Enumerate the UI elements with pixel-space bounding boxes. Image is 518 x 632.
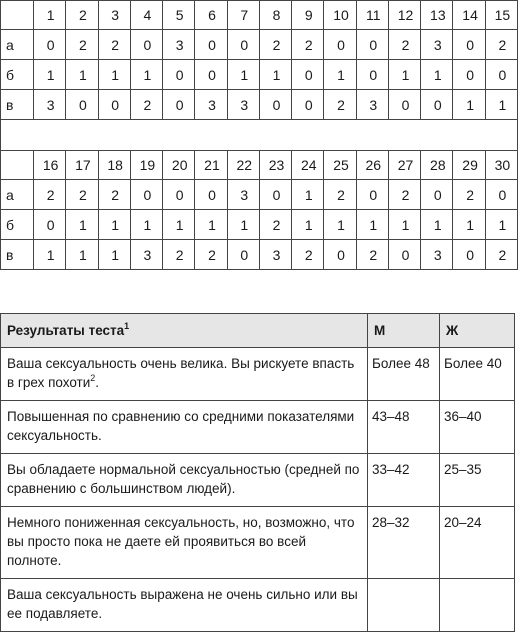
score-cell: 1 [453, 90, 485, 120]
score-cell: 3 [356, 90, 388, 120]
score-cell: 0 [453, 60, 485, 90]
question-number: 5 [163, 1, 195, 30]
score-cell: 0 [324, 240, 356, 270]
result-text: Вы обладаете нормальной сексуальностью (средней по сравнению с большинством людей). [7, 462, 360, 496]
question-number: 4 [130, 1, 162, 30]
answer-row [1, 30, 518, 60]
score-cell: 2 [324, 90, 356, 120]
question-number: 30 [485, 151, 517, 180]
score-cell: 2 [356, 240, 388, 270]
score-cell: 0 [34, 210, 66, 240]
score-cell: 2 [485, 30, 517, 60]
question-number: 1 [34, 1, 66, 30]
score-cell: 3 [421, 30, 453, 60]
score-cell: 0 [356, 60, 388, 90]
answer-letter: а [1, 30, 34, 60]
corner-cell [1, 151, 34, 180]
question-number: 18 [98, 151, 130, 180]
question-number: 12 [388, 1, 420, 30]
footnote-mark: 2 [90, 373, 96, 383]
score-cell: 1 [485, 90, 517, 120]
question-number: 28 [421, 151, 453, 180]
results-title-cell [1, 314, 368, 348]
score-cell: 3 [163, 30, 195, 60]
question-number: 10 [324, 1, 356, 30]
result-description [1, 401, 368, 454]
result-row [1, 348, 515, 401]
question-number: 26 [356, 151, 388, 180]
question-number: 15 [485, 1, 517, 30]
question-number: 19 [130, 151, 162, 180]
score-cell: 3 [227, 90, 259, 120]
score-cell: 1 [34, 240, 66, 270]
result-range-m: 33–42 [368, 454, 440, 507]
question-number: 21 [195, 151, 227, 180]
question-number: 9 [292, 1, 324, 30]
score-cell: 1 [292, 210, 324, 240]
question-number-row [1, 151, 518, 180]
score-cell: 1 [34, 60, 66, 90]
score-cell: 2 [453, 180, 485, 210]
score-cell: 0 [34, 30, 66, 60]
question-number: 14 [453, 1, 485, 30]
score-cell: 1 [485, 210, 517, 240]
score-cell: 1 [98, 60, 130, 90]
score-cell: 0 [259, 180, 291, 210]
result-range-w: 36–40 [440, 401, 515, 454]
score-cell: 3 [130, 240, 162, 270]
col-header-w: Ж [440, 314, 515, 348]
result-text-end: . [95, 375, 100, 390]
question-number: 25 [324, 151, 356, 180]
score-cell: 1 [130, 60, 162, 90]
score-cell: 1 [453, 210, 485, 240]
score-cell: 1 [98, 240, 130, 270]
corner-cell [1, 1, 34, 30]
result-description [1, 348, 368, 401]
score-cell: 3 [259, 240, 291, 270]
score-cell: 2 [485, 240, 517, 270]
answer-letter: б [1, 60, 34, 90]
question-number: 24 [292, 151, 324, 180]
score-cell: 1 [324, 60, 356, 90]
result-range-m: Более 48 [368, 348, 440, 401]
score-cell: 0 [453, 240, 485, 270]
score-cell: 1 [98, 210, 130, 240]
answer-letter: в [1, 240, 34, 270]
score-cell: 3 [34, 90, 66, 120]
score-table [0, 0, 518, 270]
score-cell: 1 [356, 210, 388, 240]
score-cell: 2 [388, 180, 420, 210]
result-row [1, 401, 515, 454]
answer-row [1, 90, 518, 120]
answer-letter: а [1, 180, 34, 210]
score-cell: 0 [163, 90, 195, 120]
question-number: 20 [163, 151, 195, 180]
score-cell: 1 [227, 210, 259, 240]
score-cell: 2 [195, 240, 227, 270]
score-cell: 1 [421, 60, 453, 90]
score-cell: 0 [453, 30, 485, 60]
question-number: 27 [388, 151, 420, 180]
score-cell: 0 [356, 30, 388, 60]
result-range-w [440, 579, 515, 632]
answer-letter: б [1, 210, 34, 240]
question-number: 11 [356, 1, 388, 30]
question-number: 22 [227, 151, 259, 180]
score-cell: 0 [163, 180, 195, 210]
result-row [1, 507, 515, 579]
result-row [1, 579, 515, 632]
score-cell: 0 [356, 180, 388, 210]
result-text: Немного пониженная сексуальность, но, возможно, что вы просто пока не даете ей проявиться во всей полноте. [7, 515, 355, 568]
question-number: 8 [259, 1, 291, 30]
score-cell: 2 [34, 180, 66, 210]
score-cell: 0 [195, 30, 227, 60]
question-number: 7 [227, 1, 259, 30]
result-row [1, 454, 515, 507]
score-cell: 3 [227, 180, 259, 210]
result-description [1, 454, 368, 507]
score-cell: 0 [98, 90, 130, 120]
results-header-row [1, 314, 515, 348]
result-text: Повышенная по сравнению со средними показателями сексуальность. [7, 409, 355, 443]
score-cell: 0 [485, 60, 517, 90]
question-number: 16 [34, 151, 66, 180]
score-cell: 1 [259, 60, 291, 90]
answer-letter: в [1, 90, 34, 120]
spacer-row [1, 120, 518, 151]
score-cell: 0 [324, 30, 356, 60]
result-range-w: 20–24 [440, 507, 515, 579]
score-cell: 0 [195, 180, 227, 210]
score-cell: 1 [388, 60, 420, 90]
question-number: 3 [98, 1, 130, 30]
score-cell: 1 [292, 180, 324, 210]
answer-row [1, 60, 518, 90]
score-cell: 0 [292, 60, 324, 90]
score-cell: 0 [259, 90, 291, 120]
score-cell: 2 [98, 180, 130, 210]
results-title: Результаты теста [7, 323, 125, 338]
result-range-m: 28–32 [368, 507, 440, 579]
score-cell: 3 [421, 240, 453, 270]
score-cell: 1 [227, 60, 259, 90]
answer-row [1, 240, 518, 270]
answer-row [1, 180, 518, 210]
result-text: Ваша сексуальность очень велика. Вы рискуете впасть в грех похоти [7, 356, 355, 390]
result-description [1, 579, 368, 632]
question-number: 29 [453, 151, 485, 180]
score-cell: 2 [292, 30, 324, 60]
question-number: 2 [66, 1, 98, 30]
question-number: 17 [66, 151, 98, 180]
score-cell: 0 [195, 60, 227, 90]
score-cell: 2 [388, 30, 420, 60]
score-cell: 0 [421, 180, 453, 210]
col-header-m: М [368, 314, 440, 348]
results-table [0, 313, 515, 632]
score-cell: 0 [421, 90, 453, 120]
score-cell: 0 [66, 90, 98, 120]
question-number: 23 [259, 151, 291, 180]
score-cell: 1 [130, 210, 162, 240]
score-cell: 2 [324, 180, 356, 210]
result-range-w: 25–35 [440, 454, 515, 507]
score-cell: 3 [195, 90, 227, 120]
spacer-cell [1, 120, 518, 151]
result-text: Ваша сексуальность выражена не очень сильно или вы ее подавляете. [7, 587, 358, 621]
result-range-m [368, 579, 440, 632]
score-cell: 0 [163, 60, 195, 90]
score-cell: 0 [388, 90, 420, 120]
question-number: 6 [195, 1, 227, 30]
question-number: 13 [421, 1, 453, 30]
score-cell: 1 [388, 210, 420, 240]
answer-row [1, 210, 518, 240]
score-cell: 2 [66, 30, 98, 60]
result-range-w: Более 40 [440, 348, 515, 401]
score-cell: 1 [66, 210, 98, 240]
question-number-row [1, 1, 518, 30]
score-cell: 1 [195, 210, 227, 240]
result-description [1, 507, 368, 579]
score-cell: 0 [227, 240, 259, 270]
score-cell: 0 [485, 180, 517, 210]
title-footnote-mark: 1 [124, 321, 130, 331]
score-cell: 1 [324, 210, 356, 240]
score-cell: 2 [292, 240, 324, 270]
score-cell: 0 [227, 30, 259, 60]
score-cell: 0 [292, 90, 324, 120]
score-cell: 2 [130, 90, 162, 120]
score-cell: 1 [163, 210, 195, 240]
score-cell: 2 [259, 210, 291, 240]
score-cell: 0 [130, 180, 162, 210]
result-range-m: 43–48 [368, 401, 440, 454]
score-cell: 2 [259, 30, 291, 60]
score-cell: 1 [66, 240, 98, 270]
score-cell: 0 [130, 30, 162, 60]
score-cell: 0 [388, 240, 420, 270]
score-cell: 1 [421, 210, 453, 240]
score-cell: 1 [66, 60, 98, 90]
score-cell: 2 [163, 240, 195, 270]
score-cell: 2 [98, 30, 130, 60]
score-cell: 2 [66, 180, 98, 210]
